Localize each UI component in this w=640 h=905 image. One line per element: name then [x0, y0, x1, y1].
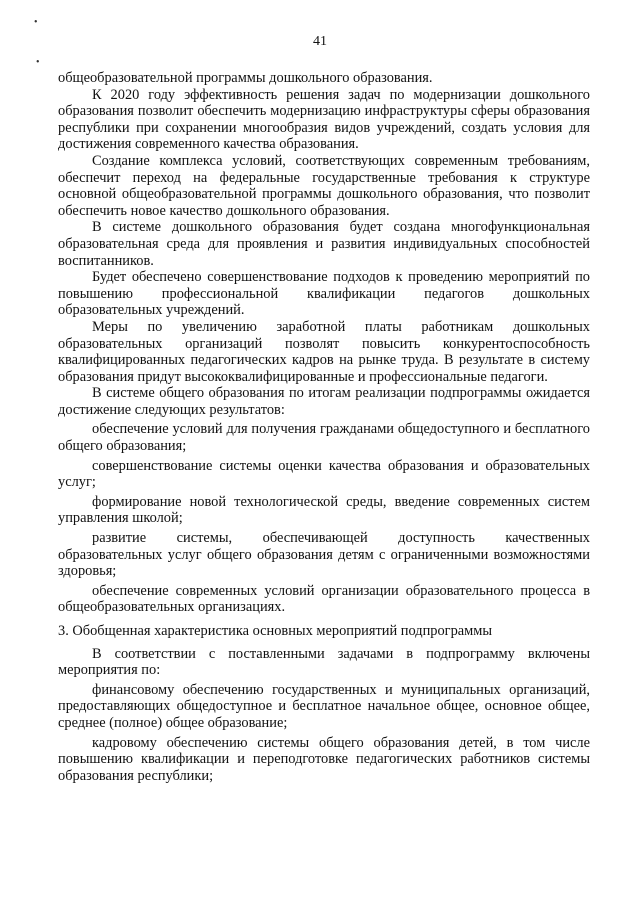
paragraph: В системе общего образования по итогам реализации подпрограммы ожидается достижение следующих результатов: [58, 385, 590, 418]
result-item: обеспечение современных условий организации образовательного процесса в общеобразовательных организациях. [58, 582, 590, 616]
result-item: развитие системы, обеспечивающей доступность качественных образовательных услуг общего образования детям с ограниченными возможностями здоровья; [58, 530, 590, 580]
result-item: формирование новой технологической среды, введение современных систем управления школой; [58, 493, 590, 527]
margin-mark: • [36, 57, 40, 68]
result-item: обеспечение условий для получения гражданами общедоступного и бесплатного общего образования; [58, 421, 590, 455]
margin-mark: • [34, 17, 38, 28]
paragraph: В соответствии с поставленными задачами в подпрограмму включены мероприятия по: [58, 645, 590, 679]
paragraph: В системе дошкольного образования будет создана многофункциональная образовательная среда для проявления и развития индивидуальных способностей воспитанников. [58, 219, 590, 269]
result-item: совершенствование системы оценки качества образования и образовательных услуг; [58, 457, 590, 491]
paragraph: К 2020 году эффективность решения задач по модернизации дошкольного образования позволит обеспечить модернизацию инфраструктуры сферы образования республики при сохранении многообразия видов учреждений, создать условия для достижения современного качества образования. [58, 86, 590, 153]
document-body [58, 70, 590, 784]
paragraph: Будет обеспечено совершенствование подходов к проведению мероприятий по повышению профессиональной квалификации педагогов дошкольных образовательных учреждений. [58, 269, 590, 319]
page-number: 41 [313, 34, 327, 49]
section-heading: 3. Обобщенная характеристика основных мероприятий подпрограммы [58, 623, 493, 639]
paragraph: Меры по увеличению заработной платы работникам дошкольных образовательных организаций позволят повысить конкурентоспособность квалифицированных педагогических кадров на рынке труда. В результате в систему образования придут высококвалифицированные и профессиональные педагоги. [58, 318, 590, 385]
measure-item: кадровому обеспечению системы общего образования детей, в том числе повышению квалификации и переподготовке педагогических работников системы образования республики; [58, 734, 590, 784]
paragraph: общеобразовательной программы дошкольного образования. [58, 70, 433, 86]
paragraph: Создание комплекса условий, соответствующих современным требованиям, обеспечит переход на федеральные государственные требования к структуре основной общеобразовательной программы дошкольного образования, что позволит обеспечить новое качество дошкольного образования. [58, 152, 590, 219]
measure-item: финансовому обеспечению государственных и муниципальных организаций, предоставляющих общедоступное и бесплатное начальное общее, основное общее, среднее (полное) общее образование; [58, 681, 590, 731]
